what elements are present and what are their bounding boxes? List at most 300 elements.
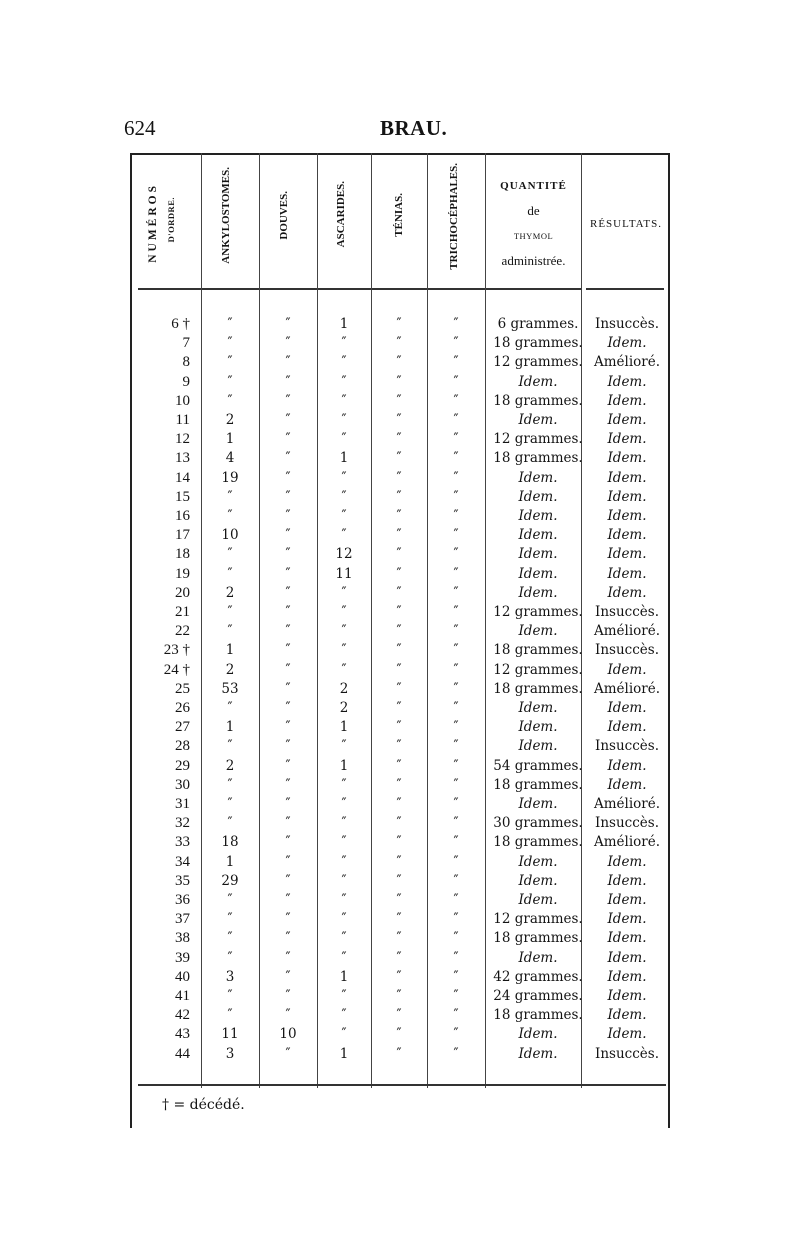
cell-a: ″ xyxy=(227,565,233,582)
cell-a: 10 xyxy=(221,527,239,544)
header-administree: administrée. xyxy=(501,253,566,268)
cell-a: ″ xyxy=(227,911,233,928)
cell-tr: ″ xyxy=(453,431,459,448)
table-row xyxy=(130,507,670,526)
header-numeros: NUMÉROS xyxy=(147,183,159,263)
cell-as: ″ xyxy=(341,431,347,448)
cell-r: Idem. xyxy=(607,373,647,390)
cell-q: Idem. xyxy=(518,796,558,812)
cell-d: ″ xyxy=(285,738,291,755)
cell-q: 18 grammes. xyxy=(493,335,583,352)
cell-d: ″ xyxy=(285,584,291,601)
cell-as: 2 xyxy=(339,700,349,716)
cell-tr: ″ xyxy=(453,661,459,678)
cell-as: ″ xyxy=(341,930,347,947)
table-row xyxy=(130,910,670,929)
cell-a: ″ xyxy=(227,892,233,908)
cell-n: 28 xyxy=(175,738,190,755)
cell-t: ″ xyxy=(396,949,402,966)
cell-d: ″ xyxy=(285,469,291,486)
cell-n: 8 xyxy=(182,354,190,371)
cell-q: 18 grammes. xyxy=(493,1007,583,1024)
table-row xyxy=(130,622,670,641)
cell-as: ″ xyxy=(341,1007,347,1024)
cell-q: 12 grammes. xyxy=(493,431,583,448)
cell-tr: ″ xyxy=(453,930,459,947)
cell-t: ″ xyxy=(396,738,402,755)
cell-n: 9 xyxy=(182,373,190,390)
cell-a: 2 xyxy=(225,661,235,678)
cell-tr: ″ xyxy=(453,757,459,774)
cell-d: ″ xyxy=(285,392,291,409)
cell-a: 4 xyxy=(225,450,235,467)
cell-tr: ″ xyxy=(453,1045,459,1062)
cell-r: Idem. xyxy=(607,930,647,947)
cell-as: ″ xyxy=(341,623,347,640)
cell-tr: ″ xyxy=(453,815,459,832)
cell-d: 10 xyxy=(279,1026,297,1043)
cell-tr: ″ xyxy=(453,911,459,928)
header-thymol: THYMOL xyxy=(513,231,554,241)
cell-d: ″ xyxy=(285,354,291,371)
cell-r: Idem. xyxy=(607,527,647,544)
cell-q: Idem. xyxy=(518,1045,558,1062)
cell-a: ″ xyxy=(227,796,233,812)
cell-as: ″ xyxy=(341,604,347,620)
cell-q: 18 grammes. xyxy=(493,392,583,409)
cell-tr: ″ xyxy=(453,719,459,736)
table-row xyxy=(130,757,670,776)
cell-a: 18 xyxy=(221,834,239,851)
table-row xyxy=(130,872,670,891)
table-row xyxy=(130,526,670,545)
cell-a: ″ xyxy=(227,354,233,371)
cell-r: Amélioré. xyxy=(593,680,661,697)
table-row xyxy=(130,488,670,507)
cell-t: ″ xyxy=(396,642,402,659)
cell-a: 19 xyxy=(221,469,239,486)
table-row xyxy=(130,1025,670,1044)
table-row xyxy=(130,929,670,948)
cell-a: 3 xyxy=(225,1045,235,1062)
table-row xyxy=(130,737,670,756)
table-row xyxy=(130,545,670,564)
cell-as: ″ xyxy=(341,488,347,505)
cell-d: ″ xyxy=(285,796,291,812)
header-rule xyxy=(138,288,201,290)
cell-n: 6 † xyxy=(171,316,190,332)
cell-a: ″ xyxy=(227,392,233,409)
cell-n: 18 xyxy=(175,546,190,563)
cell-as: 1 xyxy=(339,968,349,985)
header-rule xyxy=(260,288,317,290)
table-row xyxy=(130,987,670,1006)
cell-a: 3 xyxy=(225,968,235,985)
cell-a: ″ xyxy=(227,373,233,390)
cell-d: ″ xyxy=(285,930,291,947)
cell-a: 53 xyxy=(221,680,239,697)
cell-q: Idem. xyxy=(518,584,558,601)
cell-t: ″ xyxy=(396,834,402,851)
cell-a: ″ xyxy=(227,488,233,505)
cell-a: 1 xyxy=(225,719,235,736)
cell-as: ″ xyxy=(341,834,347,851)
cell-n: 15 xyxy=(175,488,190,505)
table-row xyxy=(130,584,670,603)
cell-t: ″ xyxy=(396,853,402,870)
cell-r: Idem. xyxy=(607,968,647,985)
cell-a: 11 xyxy=(221,1026,239,1043)
cell-as: 1 xyxy=(339,1045,349,1062)
cell-a: ″ xyxy=(227,623,233,640)
cell-q: 18 grammes. xyxy=(493,680,583,697)
cell-r: Idem. xyxy=(607,853,647,870)
cell-a: 2 xyxy=(225,412,235,428)
cell-n: 39 xyxy=(175,949,190,966)
table-row xyxy=(130,411,670,430)
cell-tr: ″ xyxy=(453,623,459,640)
cell-as: 2 xyxy=(339,680,349,697)
cell-t: ″ xyxy=(396,872,402,889)
cell-n: 14 xyxy=(175,469,190,486)
cell-tr: ″ xyxy=(453,1007,459,1024)
cell-as: ″ xyxy=(341,738,347,755)
cell-as: 11 xyxy=(335,565,353,582)
cell-n: 26 xyxy=(175,700,190,716)
cell-a: ″ xyxy=(227,988,233,1004)
cell-q: 18 grammes. xyxy=(493,930,583,947)
cell-tr: ″ xyxy=(453,680,459,697)
cell-as: 1 xyxy=(339,757,349,774)
cell-t: ″ xyxy=(396,1007,402,1024)
cell-q: Idem. xyxy=(518,565,558,582)
cell-t: ″ xyxy=(396,1026,402,1043)
cell-r: Amélioré. xyxy=(593,623,661,640)
header-ascarides: ASCARIDES. xyxy=(335,181,347,248)
cell-n: 29 xyxy=(175,757,190,774)
cell-r: Insuccès. xyxy=(595,604,659,620)
table-row xyxy=(130,891,670,910)
cell-t: ″ xyxy=(396,508,402,524)
table-row xyxy=(130,353,670,372)
table-row xyxy=(130,565,670,584)
cell-q: Idem. xyxy=(518,700,558,716)
cell-q: Idem. xyxy=(518,623,558,640)
table-row xyxy=(130,603,670,622)
cell-t: ″ xyxy=(396,757,402,774)
header-quantite: QUANTITÉ xyxy=(500,180,567,192)
cell-q: 12 grammes. xyxy=(493,911,583,928)
cell-tr: ″ xyxy=(453,738,459,755)
cell-as: 1 xyxy=(339,450,349,467)
cell-q: Idem. xyxy=(518,508,558,524)
header-ankylostomes: ANKYLOSTOMES. xyxy=(220,167,232,264)
header-ordre: D'ORDRE. xyxy=(166,197,176,243)
cell-q: 12 grammes. xyxy=(493,354,583,371)
cell-d: ″ xyxy=(285,431,291,448)
cell-d: ″ xyxy=(285,642,291,659)
table-row xyxy=(130,776,670,795)
table-row xyxy=(130,853,670,872)
cell-t: ″ xyxy=(396,584,402,601)
cell-tr: ″ xyxy=(453,834,459,851)
cell-r: Idem. xyxy=(607,776,647,793)
cell-t: ″ xyxy=(396,911,402,928)
table-row xyxy=(130,430,670,449)
cell-as: ″ xyxy=(341,661,347,678)
cell-n: 41 xyxy=(175,988,190,1004)
cell-n: 31 xyxy=(175,796,190,812)
cell-d: ″ xyxy=(285,412,291,428)
page-number: 624 xyxy=(124,116,156,140)
cell-t: ″ xyxy=(396,796,402,812)
table-row xyxy=(130,1045,670,1064)
cell-tr: ″ xyxy=(453,988,459,1004)
cell-q: 12 grammes. xyxy=(493,661,583,678)
cell-t: ″ xyxy=(396,546,402,563)
header-quantite-de: de xyxy=(527,203,540,218)
cell-r: Amélioré. xyxy=(593,354,661,371)
cell-a: ″ xyxy=(227,1007,233,1024)
cell-r: Insuccès. xyxy=(595,642,659,659)
cell-tr: ″ xyxy=(453,565,459,582)
table-row xyxy=(130,373,670,392)
cell-d: ″ xyxy=(285,565,291,582)
cell-t: ″ xyxy=(396,680,402,697)
cell-as: ″ xyxy=(341,949,347,966)
cell-r: Idem. xyxy=(607,584,647,601)
cell-d: ″ xyxy=(285,757,291,774)
cell-q: Idem. xyxy=(518,546,558,563)
cell-d: ″ xyxy=(285,680,291,697)
cell-n: 10 xyxy=(175,392,190,409)
cell-d: ″ xyxy=(285,776,291,793)
cell-d: ″ xyxy=(285,892,291,908)
cell-d: ″ xyxy=(285,1007,291,1024)
cell-as: ″ xyxy=(341,373,347,390)
cell-n: 40 xyxy=(175,968,190,985)
cell-tr: ″ xyxy=(453,853,459,870)
cell-tr: ″ xyxy=(453,642,459,659)
cell-t: ″ xyxy=(396,565,402,582)
cell-t: ″ xyxy=(396,488,402,505)
cell-as: 1 xyxy=(339,316,349,332)
cell-t: ″ xyxy=(396,392,402,409)
cell-d: ″ xyxy=(285,911,291,928)
cell-r: Idem. xyxy=(607,892,647,908)
cell-r: Amélioré. xyxy=(593,796,661,812)
table-row xyxy=(130,833,670,852)
cell-n: 17 xyxy=(175,527,190,544)
cell-r: Idem. xyxy=(607,565,647,582)
cell-d: ″ xyxy=(285,988,291,1004)
cell-q: 18 grammes. xyxy=(493,450,583,467)
cell-d: ″ xyxy=(285,373,291,390)
cell-r: Idem. xyxy=(607,757,647,774)
cell-q: Idem. xyxy=(518,412,558,428)
cell-as: ″ xyxy=(341,469,347,486)
cell-n: 13 xyxy=(175,450,190,467)
header-trichocephales: TRICHOCÉPHALES. xyxy=(448,163,460,270)
cell-r: Idem. xyxy=(607,488,647,505)
cell-r: Idem. xyxy=(607,469,647,486)
cell-n: 32 xyxy=(175,815,190,832)
cell-d: ″ xyxy=(285,488,291,505)
cell-a: ″ xyxy=(227,546,233,563)
table-row xyxy=(130,718,670,737)
cell-as: ″ xyxy=(341,1026,347,1043)
cell-n: 19 xyxy=(175,565,190,582)
cell-a: 29 xyxy=(221,872,239,889)
table-row xyxy=(130,392,670,411)
cell-n: 12 xyxy=(175,431,190,448)
cell-n: 22 xyxy=(175,623,190,640)
cell-q: Idem. xyxy=(518,892,558,908)
table-row xyxy=(130,449,670,468)
cell-d: ″ xyxy=(285,700,291,716)
cell-n: 27 xyxy=(175,719,190,736)
cell-q: 18 grammes. xyxy=(493,834,583,851)
cell-as: ″ xyxy=(341,776,347,793)
cell-q: Idem. xyxy=(518,1026,558,1043)
cell-as: ″ xyxy=(341,392,347,409)
cell-q: Idem. xyxy=(518,738,558,755)
cell-a: 2 xyxy=(225,584,235,601)
cell-tr: ″ xyxy=(453,469,459,486)
cell-r: Idem. xyxy=(607,661,647,678)
cell-n: 37 xyxy=(175,911,190,928)
cell-a: ″ xyxy=(227,930,233,947)
cell-r: Idem. xyxy=(607,546,647,563)
table-row xyxy=(130,795,670,814)
header-rule xyxy=(586,288,664,290)
table-row xyxy=(130,1006,670,1025)
cell-tr: ″ xyxy=(453,508,459,524)
cell-tr: ″ xyxy=(453,392,459,409)
cell-r: Idem. xyxy=(607,949,647,966)
cell-a: ″ xyxy=(227,700,233,716)
table-row xyxy=(130,469,670,488)
cell-t: ″ xyxy=(396,815,402,832)
cell-t: ″ xyxy=(396,988,402,1004)
cell-r: Idem. xyxy=(607,988,647,1004)
table-row xyxy=(130,641,670,660)
cell-r: Idem. xyxy=(607,719,647,736)
cell-n: 44 xyxy=(175,1045,190,1062)
cell-as: 12 xyxy=(335,546,353,563)
cell-t: ″ xyxy=(396,431,402,448)
cell-d: ″ xyxy=(285,527,291,544)
table-bottom-rule xyxy=(138,1084,666,1086)
cell-a: ″ xyxy=(227,508,233,524)
cell-n: 21 xyxy=(175,604,190,620)
cell-t: ″ xyxy=(396,354,402,371)
cell-n: 23 † xyxy=(163,642,190,659)
cell-d: ″ xyxy=(285,853,291,870)
cell-t: ″ xyxy=(396,661,402,678)
cell-q: Idem. xyxy=(518,719,558,736)
cell-q: 30 grammes. xyxy=(493,815,583,832)
cell-d: ″ xyxy=(285,968,291,985)
cell-r: Idem. xyxy=(607,700,647,716)
cell-as: ″ xyxy=(341,354,347,371)
header-rule xyxy=(202,288,259,290)
cell-d: ″ xyxy=(285,1045,291,1062)
cell-n: 42 xyxy=(175,1007,190,1024)
cell-as: ″ xyxy=(341,796,347,812)
cell-r: Amélioré. xyxy=(593,834,661,851)
cell-r: Idem. xyxy=(607,911,647,928)
cell-d: ″ xyxy=(285,872,291,889)
cell-tr: ″ xyxy=(453,776,459,793)
cell-tr: ″ xyxy=(453,316,459,332)
cell-as: ″ xyxy=(341,584,347,601)
cell-a: 1 xyxy=(225,431,235,448)
cell-a: ″ xyxy=(227,335,233,352)
cell-tr: ″ xyxy=(453,796,459,812)
cell-d: ″ xyxy=(285,508,291,524)
cell-tr: ″ xyxy=(453,604,459,620)
cell-t: ″ xyxy=(396,776,402,793)
cell-tr: ″ xyxy=(453,354,459,371)
cell-d: ″ xyxy=(285,834,291,851)
cell-n: 7 xyxy=(182,335,190,352)
cell-r: Idem. xyxy=(607,508,647,524)
cell-r: Idem. xyxy=(607,1026,647,1043)
cell-t: ″ xyxy=(396,623,402,640)
cell-n: 11 xyxy=(175,412,190,428)
table-row xyxy=(130,949,670,968)
cell-a: ″ xyxy=(227,949,233,966)
cell-t: ″ xyxy=(396,1045,402,1062)
cell-t: ″ xyxy=(396,527,402,544)
data-table xyxy=(130,153,670,1128)
cell-d: ″ xyxy=(285,546,291,563)
table-row xyxy=(130,315,670,334)
cell-tr: ″ xyxy=(453,450,459,467)
cell-q: 12 grammes. xyxy=(493,604,583,620)
cell-q: Idem. xyxy=(518,527,558,544)
cell-d: ″ xyxy=(285,623,291,640)
cell-t: ″ xyxy=(396,335,402,352)
cell-as: ″ xyxy=(341,642,347,659)
cell-q: Idem. xyxy=(518,373,558,390)
cell-a: ″ xyxy=(227,316,233,332)
table-top-rule xyxy=(130,153,670,155)
cell-a: ″ xyxy=(227,738,233,755)
cell-n: 24 † xyxy=(163,661,190,678)
cell-as: ″ xyxy=(341,892,347,908)
cell-tr: ″ xyxy=(453,700,459,716)
cell-d: ″ xyxy=(285,316,291,332)
cell-n: 43 xyxy=(175,1026,190,1043)
cell-r: Idem. xyxy=(607,412,647,428)
cell-r: Idem. xyxy=(607,450,647,467)
cell-t: ″ xyxy=(396,373,402,390)
cell-d: ″ xyxy=(285,719,291,736)
cell-n: 34 xyxy=(175,853,190,870)
cell-a: 2 xyxy=(225,757,235,774)
cell-r: Idem. xyxy=(607,872,647,889)
cell-d: ″ xyxy=(285,949,291,966)
cell-tr: ″ xyxy=(453,546,459,563)
cell-q: Idem. xyxy=(518,488,558,505)
cell-t: ″ xyxy=(396,316,402,332)
cell-q: Idem. xyxy=(518,853,558,870)
cell-r: Idem. xyxy=(607,392,647,409)
cell-d: ″ xyxy=(285,604,291,620)
running-head: BRAU. xyxy=(380,116,448,140)
